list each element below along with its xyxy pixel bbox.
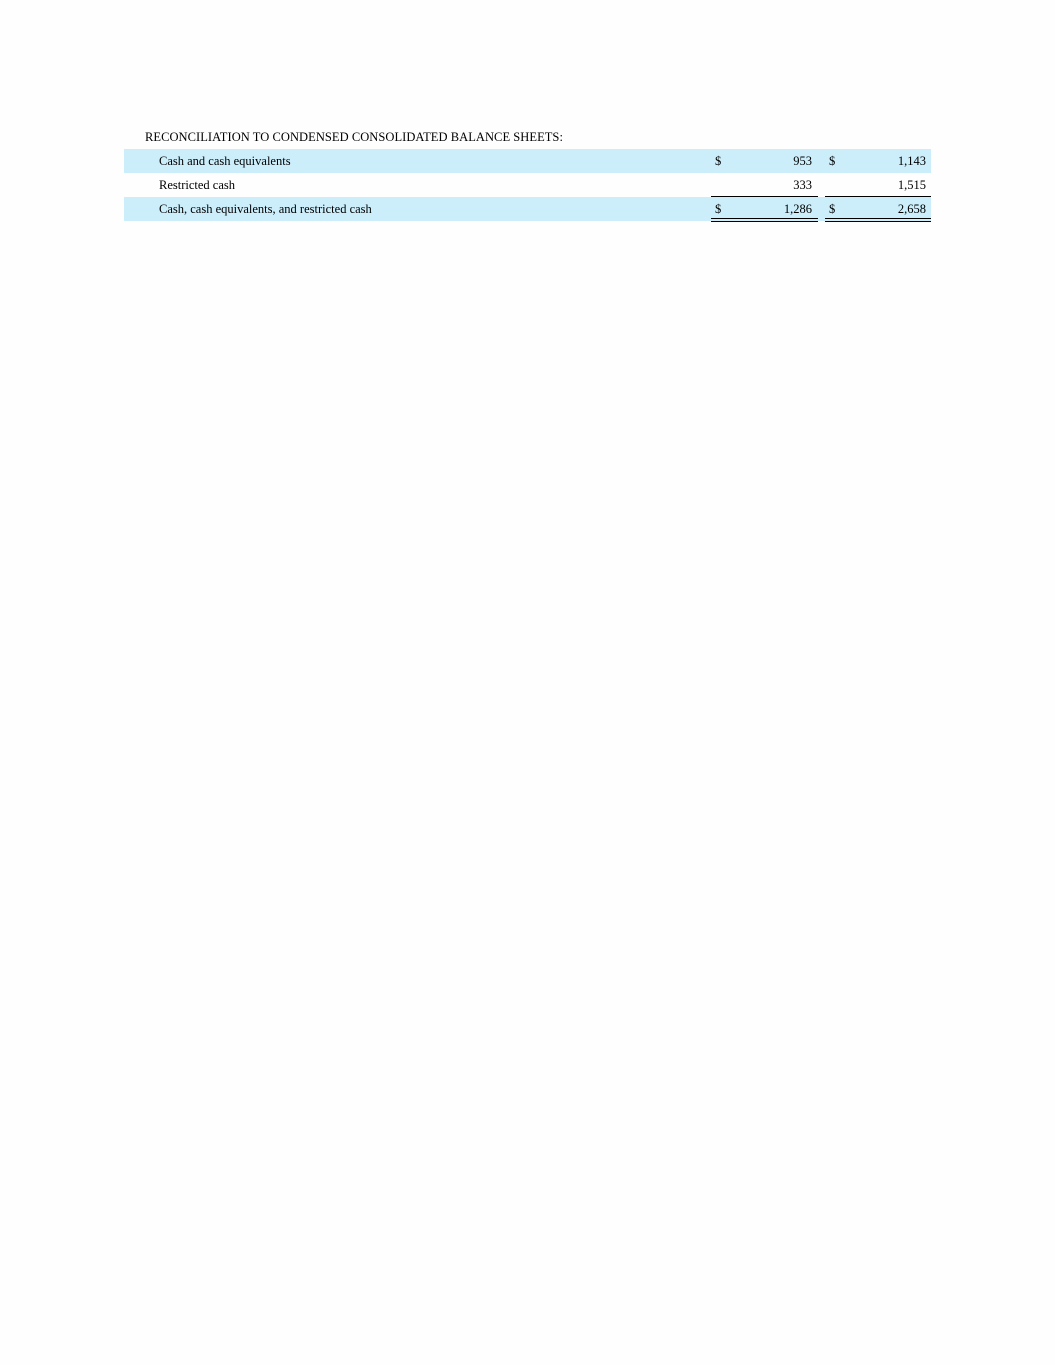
- value-cell: 2,658: [897, 202, 926, 216]
- value-cell: 333: [793, 178, 812, 192]
- row-label: Restricted cash: [159, 178, 236, 192]
- table-row-total: [124, 197, 931, 221]
- section-heading: RECONCILIATION TO CONDENSED CONSOLIDATED BALANCE SHEETS:: [145, 130, 563, 144]
- currency-symbol: $: [715, 202, 722, 216]
- total-double-rule-upper: [711, 218, 818, 219]
- row-label: Cash, cash equivalents, and restricted cash: [159, 202, 372, 216]
- row-label: Cash and cash equivalents: [159, 154, 291, 168]
- value-cell: 953: [793, 154, 812, 168]
- total-double-rule-lower: [711, 221, 818, 222]
- total-double-rule-lower: [825, 221, 931, 222]
- value-cell: 1,286: [783, 202, 812, 216]
- table-row-restricted-cash: [124, 173, 931, 197]
- currency-symbol: $: [829, 154, 836, 168]
- value-cell: 1,515: [897, 178, 926, 192]
- value-cell: 1,143: [897, 154, 926, 168]
- currency-symbol: $: [715, 154, 722, 168]
- reconciliation-table: [124, 149, 931, 221]
- total-double-rule-upper: [825, 218, 931, 219]
- table-row-cash-equivalents: [124, 149, 931, 173]
- currency-symbol: $: [829, 202, 836, 216]
